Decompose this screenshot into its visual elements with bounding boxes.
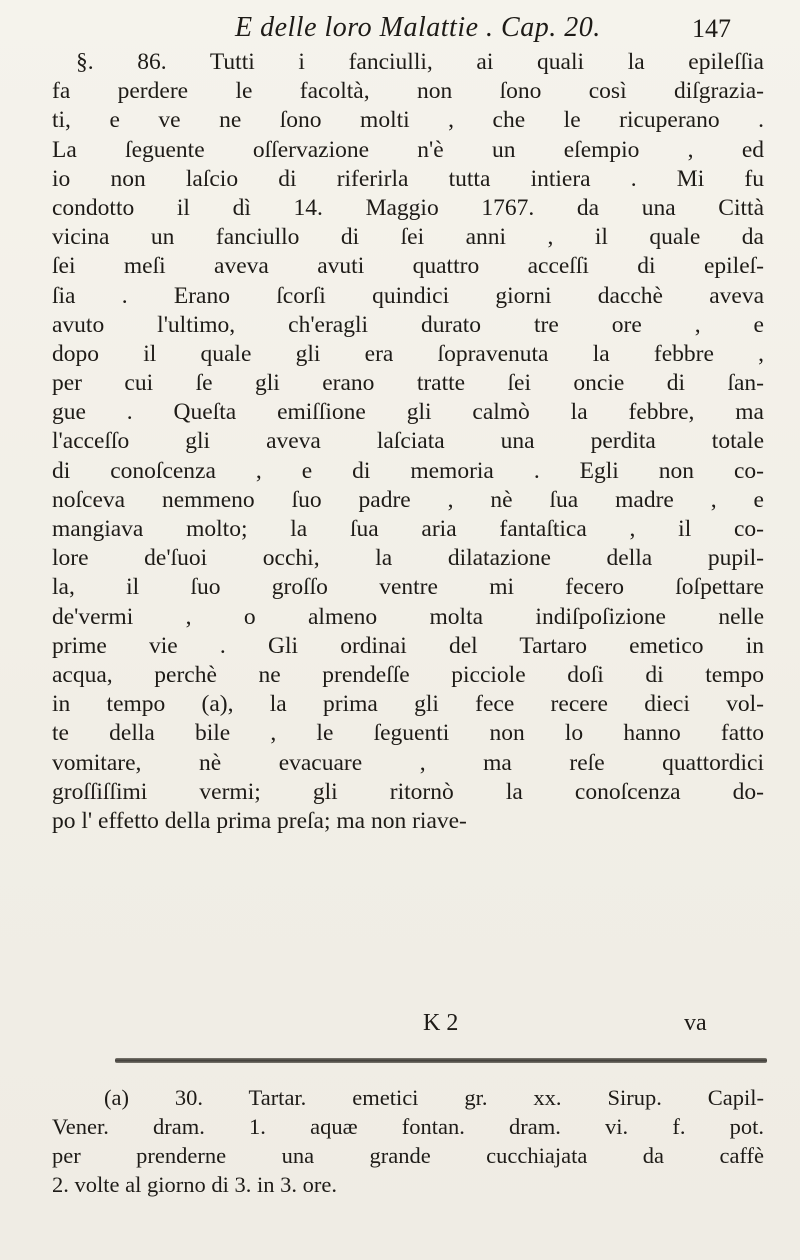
body-text [52, 48, 764, 836]
text-line: io non laſcio di riferirla tutta intiera . Mi fu [52, 165, 764, 192]
page-header [0, 10, 800, 46]
text-line: in tempo (a), la prima gli fece recere dieci vol- [52, 691, 764, 718]
text-line: avuto l'ultimo, ch'eragli durato tre ore , e [52, 311, 764, 338]
text-line: groſſiſſimi vermi; gli ritornò la conoſcenza do- [52, 778, 764, 805]
text-line: po l' effetto della prima preſa; ma non riave- [52, 807, 467, 834]
footnote-divider [115, 1058, 767, 1063]
text-line: gue . Queſta emiſſione gli calmò la febbre, ma [52, 399, 764, 426]
text-line: di conoſcenza , e di memoria . Egli non co- [52, 457, 764, 484]
text-line: vomitare, nè evacuare , ma reſe quattordici [52, 749, 764, 776]
page-number: 147 [692, 14, 731, 43]
text-line: ſei meſi aveva avuti quattro acceſſi di epileſ- [52, 253, 764, 280]
text-line: ti, e ve ne ſono molti , che le ricuperano . [52, 107, 764, 134]
footnote-line: (a) 30. Tartar. emetici gr. xx. Sirup. Capil- [104, 1085, 764, 1110]
text-line: noſceva nemmeno ſuo padre , nè ſua madre , e [52, 486, 764, 513]
text-line: dopo il quale gli era ſopravenuta la febbre , [52, 340, 764, 367]
signature-mark: K 2 [423, 1010, 459, 1036]
text-line: §. 86. Tutti i fanciulli, ai quali la epileſſia [76, 49, 764, 75]
text-line: te della bile , le ſeguenti non lo hanno fatto [52, 720, 764, 747]
text-line: per cui ſe gli erano tratte ſei oncie di ſan- [52, 370, 764, 397]
text-line: condotto il dì 14. Maggio 1767. da una Città [52, 194, 764, 221]
footnote-line: 2. volte al giorno di 3. in 3. ore. [52, 1172, 337, 1197]
text-line: fa perdere le facoltà, non ſono così diſgrazia- [52, 78, 764, 105]
text-line: La ſeguente oſſervazione n'è un eſempio , ed [52, 136, 764, 163]
text-line: de'vermi , o almeno molta indiſpoſizione nelle [52, 603, 764, 630]
text-line: acqua, perchè ne prendeſſe picciole doſi di tempo [52, 661, 764, 688]
text-line: ſia . Erano ſcorſi quindici giorni dacchè aveva [52, 282, 764, 309]
signature-line [0, 1010, 800, 1040]
footnote-line: per prenderne una grande cucchiajata da caffè [52, 1143, 764, 1168]
text-line: prime vie . Gli ordinai del Tartaro emetico in [52, 632, 764, 659]
footnote-line: Vener. dram. 1. aquæ fontan. dram. vi. f. pot. [52, 1114, 764, 1139]
text-line: vicina un fanciullo di ſei anni , il quale da [52, 224, 764, 251]
running-title: E delle loro Malattie . Cap. 20. [235, 12, 601, 43]
text-line: mangiava molto; la ſua aria fantaſtica , il co- [52, 516, 764, 542]
footnote [52, 1083, 764, 1199]
catchword: va [684, 1010, 707, 1036]
text-line: la, il ſuo groſſo ventre mi fecero ſoſpettare [52, 574, 764, 601]
text-line: lore de'ſuoi occhi, la dilatazione della pupil- [52, 545, 764, 572]
text-line: l'acceſſo gli aveva laſciata una perdita totale [52, 428, 764, 455]
